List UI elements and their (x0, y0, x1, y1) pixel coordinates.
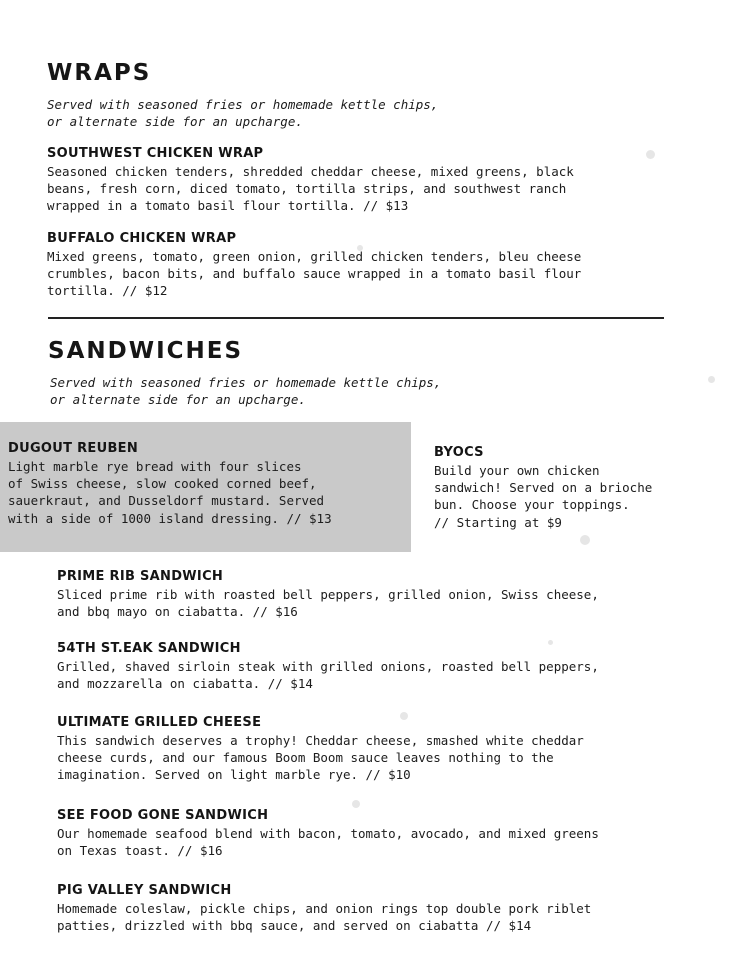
item-name: SEE FOOD GONE SANDWICH (57, 808, 269, 823)
item-description: Seasoned chicken tenders, shredded cheddar cheese, mixed greens, black beans, fresh corn, diced tomato, tortilla strips, and southwest ranch wrapped in a tomato basil flour tortilla. // $13 (47, 164, 574, 214)
item-name: PRIME RIB SANDWICH (57, 569, 224, 584)
item-name: ULTIMATE GRILLED CHEESE (57, 715, 262, 730)
menu-item-dugout-reuben (8, 441, 332, 527)
item-name: 54TH ST.EAK SANDWICH (57, 641, 241, 656)
item-description: Homemade coleslaw, pickle chips, and onion rings top double pork riblet patties, drizzled with bbq sauce, and served on ciabatta // $14 (57, 901, 592, 934)
paper-speck (580, 535, 590, 545)
item-description: Mixed greens, tomato, green onion, grilled chicken tenders, bleu cheese crumbles, bacon bits, and buffalo sauce wrapped in a tomato basil flour tortilla. // $12 (47, 249, 582, 299)
menu-item-see-food-gone-sandwich (57, 808, 599, 859)
item-description: This sandwich deserves a trophy! Cheddar cheese, smashed white cheddar cheese curds, and our famous Boom Boom sauce leaves nothing to the imagination. Served on light marble rye. // $10 (57, 733, 584, 783)
item-name: BUFFALO CHICKEN WRAP (47, 231, 237, 246)
sandwiches-subtitle: Served with seasoned fries or homemade kettle chips, or alternate side for an upcharge. (50, 375, 442, 407)
section-divider (48, 317, 664, 319)
item-description: Our homemade seafood blend with bacon, tomato, avocado, and mixed greens on Texas toast. // $16 (57, 826, 599, 859)
wraps-subtitle: Served with seasoned fries or homemade kettle chips, or alternate side for an upcharge. (47, 97, 439, 129)
item-name: DUGOUT REUBEN (8, 441, 139, 456)
menu-item-54th-steak-sandwich (57, 641, 599, 692)
menu-item-buffalo-chicken-wrap (47, 231, 581, 300)
wraps-heading: WRAPS (47, 60, 152, 86)
menu-item-prime-rib-sandwich (57, 569, 599, 620)
item-description: Light marble rye bread with four slices of Swiss cheese, slow cooked corned beef, sauerkraut, and Dusseldorf mustard. Served with a side of 1000 island dressing. // $13 (8, 459, 332, 526)
paper-speck (708, 376, 715, 383)
paper-speck (352, 800, 360, 808)
item-name: SOUTHWEST CHICKEN WRAP (47, 146, 264, 161)
item-description: Build your own chicken sandwich! Served on a brioche bun. Choose your toppings. // Starting at $9 (434, 463, 653, 530)
sandwiches-heading: SANDWICHES (48, 338, 244, 364)
item-description: Grilled, shaved sirloin steak with grilled onions, roasted bell peppers, and mozzarella on ciabatta. // $14 (57, 659, 599, 692)
paper-speck (646, 150, 655, 159)
menu-item-byocs (434, 445, 652, 531)
menu-item-pig-valley-sandwich (57, 883, 591, 934)
item-name: BYOCS (434, 445, 484, 460)
item-name: PIG VALLEY SANDWICH (57, 883, 232, 898)
item-description: Sliced prime rib with roasted bell peppers, grilled onion, Swiss cheese, and bbq mayo on ciabatta. // $16 (57, 587, 599, 620)
menu-item-ultimate-grilled-cheese (57, 715, 584, 784)
menu-item-southwest-chicken-wrap (47, 146, 574, 215)
